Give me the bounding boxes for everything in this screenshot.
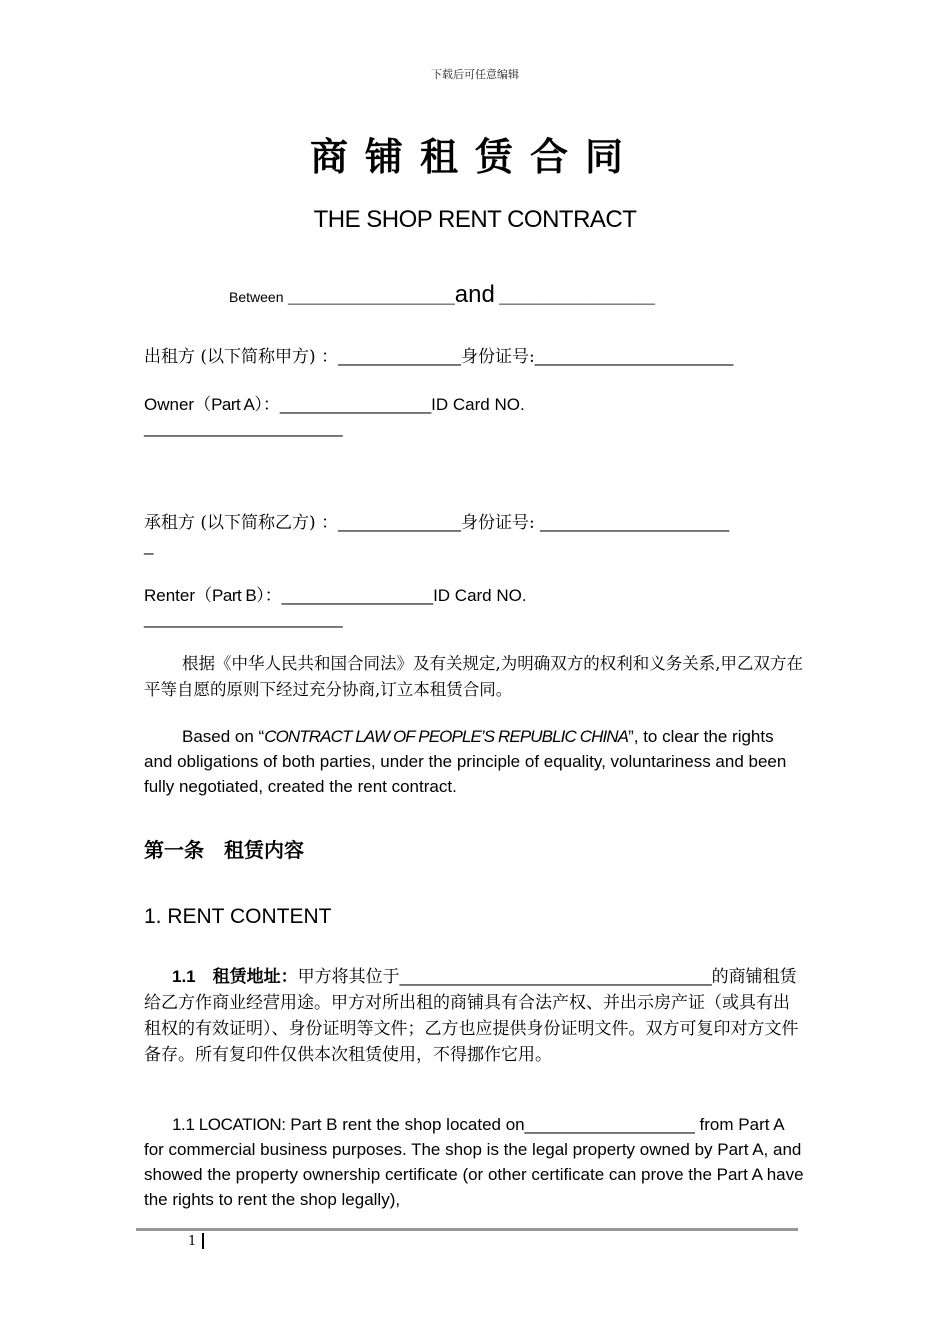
owner-prefix: Owner（	[144, 395, 212, 414]
owner-id-blank-en: _____________________	[144, 418, 343, 437]
section-1-heading-cn: 第一条 租赁内容	[144, 838, 304, 862]
between-blank-2: ______________	[499, 285, 656, 307]
page-number: 1	[188, 1234, 197, 1249]
renter-prefix: Renter（	[144, 586, 213, 605]
renter-label-cn: 承租方 (以下简称乙方) ：	[144, 513, 339, 533]
clause-1-1-address-blank: _________________________________	[399, 967, 712, 986]
section-1-heading-en: 1. RENT CONTENT	[144, 905, 332, 928]
clause-1-1-text-2-cn: 的商铺租赁给乙方作商业经营用途。甲方对所出租的商铺具有合法产权、并出示房产证（或具有出租权的有效证明）、身份证明等文件；乙方也应提供身份证明文件。双方可复印对方文件备存。所有复印件仅供本次租赁使用，不得挪作它用。	[144, 967, 799, 1065]
page-number-bar	[202, 1233, 204, 1249]
renter-id-label-cn: 身份证号:	[461, 513, 541, 533]
intro-paragraph-cn: 根据《中华人民共和国合同法》及有关规定,为明确双方的权利和义务关系,甲乙双方在平等自愿的原则下经过充分协商,订立本租赁合同。	[144, 654, 803, 699]
owner-line-en	[144, 390, 525, 415]
renter-part: Part B	[212, 586, 257, 605]
owner-label-cn: 出租方 (以下简称甲方) ：	[144, 347, 339, 367]
clause-1-1-label-cn: 1.1 租赁地址：	[172, 967, 298, 986]
between-blank-1: _______________	[287, 285, 455, 307]
renter-suffix: ）：	[256, 586, 282, 605]
clause-1-1-text-1-en: Part B rent the shop located on	[285, 1115, 525, 1134]
clause-1-1-cn	[144, 964, 806, 1068]
intro-law-name: CONTRACT LAW OF PEOPLE’S REPUBLIC CHINA	[264, 727, 629, 746]
renter-line-en	[144, 581, 527, 606]
renter-name-blank-cn: _____________	[338, 513, 461, 532]
owner-id-label-en: ID Card NO.	[431, 395, 525, 414]
clause-1-1-label-en: 1.1 LOCATION:	[172, 1115, 286, 1134]
clause-1-1-location-blank: __________________	[524, 1115, 695, 1134]
header-note: 下载后可任意编辑	[431, 68, 519, 81]
clause-1-1-en	[144, 1112, 806, 1212]
renter-line-cn	[144, 508, 729, 533]
renter-id-label-en: ID Card NO.	[433, 586, 527, 605]
between-line	[229, 281, 655, 309]
owner-line-cn	[144, 342, 733, 367]
intro-rest: ”, to clear the rights and obligations of both parties, under the principle of equality, voluntariness and been fully negotiated, created the rent contract.	[144, 727, 787, 796]
renter-name-blank-en: ________________	[281, 586, 434, 605]
owner-id-label-cn: 身份证号:	[461, 347, 535, 367]
owner-id-blank-cn: _____________________	[534, 347, 734, 366]
renter-id-blank-cn: ____________________	[540, 513, 730, 532]
between-word: Between	[229, 289, 284, 305]
renter-id-blank-wrap-cn: _	[144, 536, 154, 555]
and-word: and	[454, 281, 495, 308]
owner-name-blank-en: ________________	[279, 395, 432, 414]
footer-divider	[136, 1228, 798, 1231]
clause-1-1-text-2-en: from Part A for commercial business purposes. The shop is the legal property owned by Part A, and showed the property ownership certificate (or other certificate can prove the Part A have the rights to rent the shop legally),	[144, 1115, 804, 1209]
owner-part: Part A	[211, 395, 255, 414]
renter-id-blank-en: _____________________	[144, 609, 343, 628]
owner-suffix: ）：	[254, 395, 280, 414]
title-chinese: 商铺租赁合同	[309, 134, 640, 179]
owner-name-blank-cn: _____________	[338, 347, 461, 366]
intro-lead: Based on “	[182, 727, 265, 746]
title-english: THE SHOP RENT CONTRACT	[313, 206, 637, 233]
intro-paragraph-en	[144, 724, 806, 799]
clause-1-1-text-1-cn: 甲方将其位于	[297, 967, 400, 987]
